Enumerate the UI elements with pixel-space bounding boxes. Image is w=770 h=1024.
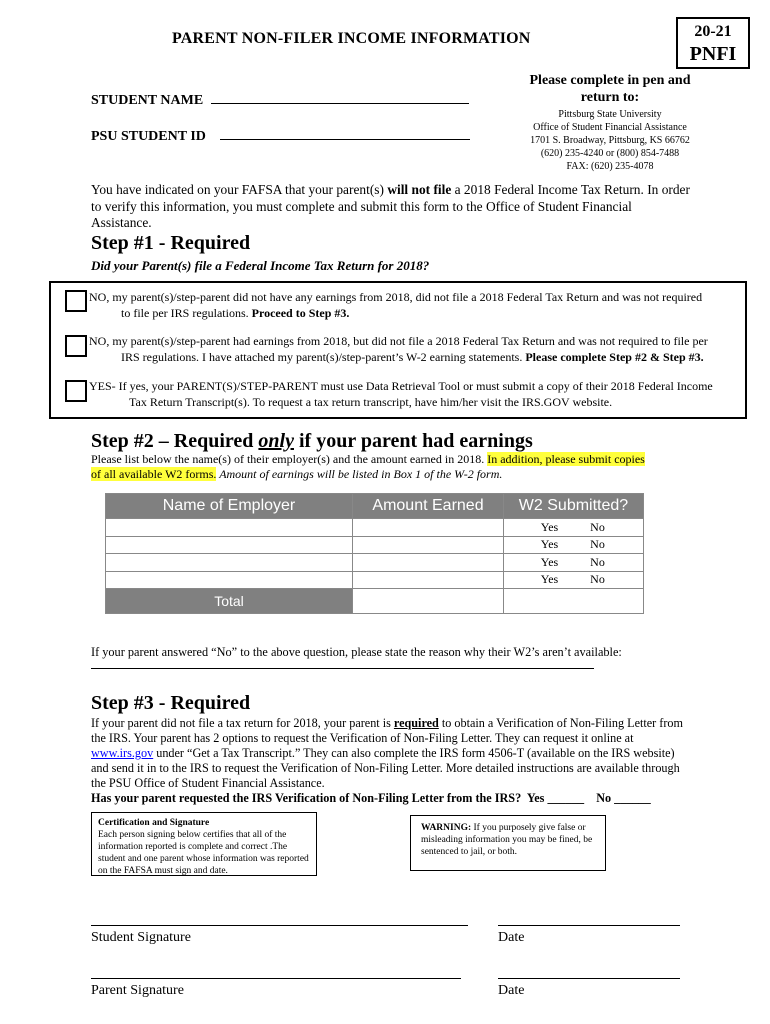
option-bold: Please complete Step #2 & Step #3.: [525, 349, 704, 364]
amount-cell[interactable]: [353, 536, 504, 554]
address-line: Pittsburg State University: [558, 109, 662, 120]
total-empty-cell: [504, 589, 644, 614]
option-text: NO, my parent(s)/step-parent did not have any earnings from 2018, did not file a 2018 Federal Tax Return and was not required: [89, 290, 703, 304]
step2-highlight-2: of all available W2 forms.: [91, 467, 217, 481]
intro-text-2: a 2018 Federal Income Tax Return. In order to verify this information, you must complete and submit this form to the Office of Student Financial Assistance.: [91, 182, 690, 230]
student-id-label: PSU STUDENT ID: [91, 129, 206, 144]
step2-heading-text: Step #2 – Required: [91, 430, 259, 452]
total-label: Total: [106, 589, 353, 614]
no-option[interactable]: No: [590, 519, 605, 534]
step2-heading: [91, 430, 533, 453]
student-date-line[interactable]: [498, 925, 680, 926]
employer-cell[interactable]: [106, 571, 353, 589]
amount-cell[interactable]: [353, 554, 504, 572]
employer-cell[interactable]: [106, 554, 353, 572]
address-line: Office of Student Financial Assistance: [533, 122, 687, 133]
step3-no-blank[interactable]: No ______: [596, 791, 651, 805]
w2-cell[interactable]: [504, 571, 644, 589]
student-id-field: [91, 129, 470, 145]
form-year: 20-21: [694, 23, 732, 40]
no-option[interactable]: No: [590, 537, 605, 552]
option-no-earnings: [89, 290, 739, 321]
step2-heading-emphasis: only: [258, 430, 294, 452]
option-text: NO, my parent(s)/step-parent had earnings from 2018, but did not file a 2018 Federal Tax Return and was not required to file per: [89, 334, 708, 348]
option-checkbox-had-earnings[interactable]: [65, 335, 87, 357]
address-line: FAX: (620) 235-4078: [566, 161, 654, 172]
student-signature-line[interactable]: [91, 925, 468, 926]
certification-title: Certification and Signature: [98, 818, 210, 828]
student-name-field: [91, 93, 469, 109]
yes-option[interactable]: Yes: [540, 554, 559, 569]
form-code: PNFI: [689, 43, 737, 65]
yes-option[interactable]: Yes: [540, 519, 559, 534]
option-bold: Proceed to Step #3.: [251, 305, 350, 320]
option-checkbox-yes[interactable]: [65, 380, 87, 402]
reason-question: If your parent answered “No” to the above question, please state the reason why their W2’s aren’t available:: [91, 645, 622, 659]
col-header-w2: W2 Submitted?: [504, 494, 644, 519]
step2-highlight: In addition, please submit copies: [487, 452, 645, 466]
table-row: [106, 554, 644, 572]
step3-text: If your parent did not file a tax return for 2018, your parent is: [91, 716, 394, 730]
yes-option[interactable]: Yes: [540, 537, 559, 552]
w2-cell[interactable]: [504, 519, 644, 537]
parent-signature-label: Parent Signature: [91, 983, 184, 998]
option-text: Tax Return Transcript(s). To request a tax return transcript, have him/her visit the IRS.GOV website.: [129, 394, 613, 409]
warning-box: [410, 815, 606, 871]
option-had-earnings: [89, 334, 739, 365]
step2-italic: Amount of earnings will be listed in Box 1 of the W-2 form.: [216, 467, 503, 481]
option-text: to file per IRS regulations.: [121, 305, 252, 320]
parent-date-line[interactable]: [498, 978, 680, 979]
amount-cell[interactable]: [353, 519, 504, 537]
student-name-label: STUDENT NAME: [91, 93, 204, 108]
step2-instructions: [91, 452, 691, 482]
parent-date-label: Date: [498, 983, 525, 998]
return-heading-2: return to:: [580, 90, 640, 105]
total-amount-cell[interactable]: [353, 589, 504, 614]
table-row: [106, 571, 644, 589]
step1-heading: Step #1 - Required: [91, 232, 251, 254]
col-header-employer: Name of Employer: [106, 494, 353, 519]
step2-heading-text-2: if your parent had earnings: [293, 430, 533, 452]
step3-heading: Step #3 - Required: [91, 692, 251, 714]
warning-body: If you purposely give false or misleading information you may be fined, be sentenced to jail, or both.: [421, 823, 593, 857]
option-text: YES- If yes, your PARENT(S)/STEP-PARENT must use Data Retrieval Tool or must submit a copy of their 2018 Federal Income: [89, 379, 713, 393]
form-code-box: [676, 17, 750, 69]
w2-cell[interactable]: [504, 554, 644, 572]
step3-text-2: to obtain a Verification of Non-Filing Letter from the IRS. Your parent has 2 options to request the Verification of Non-Filing Letter. They can request it online at: [91, 716, 683, 745]
return-address-block: [510, 72, 710, 173]
student-id-line[interactable]: [220, 139, 470, 140]
reason-answer-line[interactable]: [91, 668, 594, 669]
col-header-amount: Amount Earned: [353, 494, 504, 519]
employer-cell[interactable]: [106, 536, 353, 554]
address-line: (620) 235-4240 or (800) 854-7488: [540, 148, 680, 159]
total-row: [106, 589, 644, 614]
parent-signature-line[interactable]: [91, 978, 461, 979]
option-checkbox-no-earnings[interactable]: [65, 290, 87, 312]
step3-question: Has your parent requested the IRS Verification of Non-Filing Letter from the IRS?: [91, 791, 522, 805]
table-row: [106, 536, 644, 554]
step3-paragraph: [91, 716, 689, 806]
student-signature-label: Student Signature: [91, 930, 191, 945]
step1-options-box: [49, 281, 747, 419]
no-option[interactable]: No: [590, 554, 605, 569]
warning-label: WARNING:: [421, 823, 472, 833]
irs-link[interactable]: www.irs.gov: [91, 746, 154, 760]
option-text: IRS regulations. I have attached my parent(s)/step-parent’s W-2 earning statements.: [121, 349, 526, 364]
certification-body: Each person signing below certifies that all of the information reported is complete and correct .The student and one parent whose information was reported on the FAFSA must sign and date.: [98, 830, 309, 876]
intro-paragraph: [91, 182, 691, 232]
step3-required: required: [393, 716, 439, 730]
student-date-label: Date: [498, 930, 525, 945]
yes-option[interactable]: Yes: [540, 572, 559, 587]
w2-cell[interactable]: [504, 536, 644, 554]
step3-text-3: under “Get a Tax Transcript.” They can also complete the IRS form 4506-T (available on the IRS website) and send it in to the IRS to request the Verification of Non-Filing Letter. More detailed instructions are available through the PSU Office of Student Financial Assistance.: [91, 746, 680, 790]
no-option[interactable]: No: [590, 572, 605, 587]
step1-question: Did your Parent(s) file a Federal Income Tax Return for 2018?: [91, 258, 430, 273]
amount-cell[interactable]: [353, 571, 504, 589]
step2-text: Please list below the name(s) of their employer(s) and the amount earned in 2018.: [91, 452, 488, 466]
intro-bold: will not file: [387, 182, 452, 197]
return-heading-1: Please complete in pen and: [529, 73, 691, 88]
intro-text: You have indicated on your FAFSA that your parent(s): [91, 182, 388, 197]
employer-table: [105, 493, 644, 614]
form-title: PARENT NON-FILER INCOME INFORMATION: [172, 30, 531, 47]
option-yes: [89, 379, 739, 410]
address-line: 1701 S. Broadway, Pittsburg, KS 66762: [530, 135, 690, 146]
certification-box: [91, 812, 317, 876]
step3-yes-blank[interactable]: Yes ______: [526, 791, 585, 805]
table-row: [106, 519, 644, 537]
student-name-line[interactable]: [211, 103, 469, 104]
employer-cell[interactable]: [106, 519, 353, 537]
